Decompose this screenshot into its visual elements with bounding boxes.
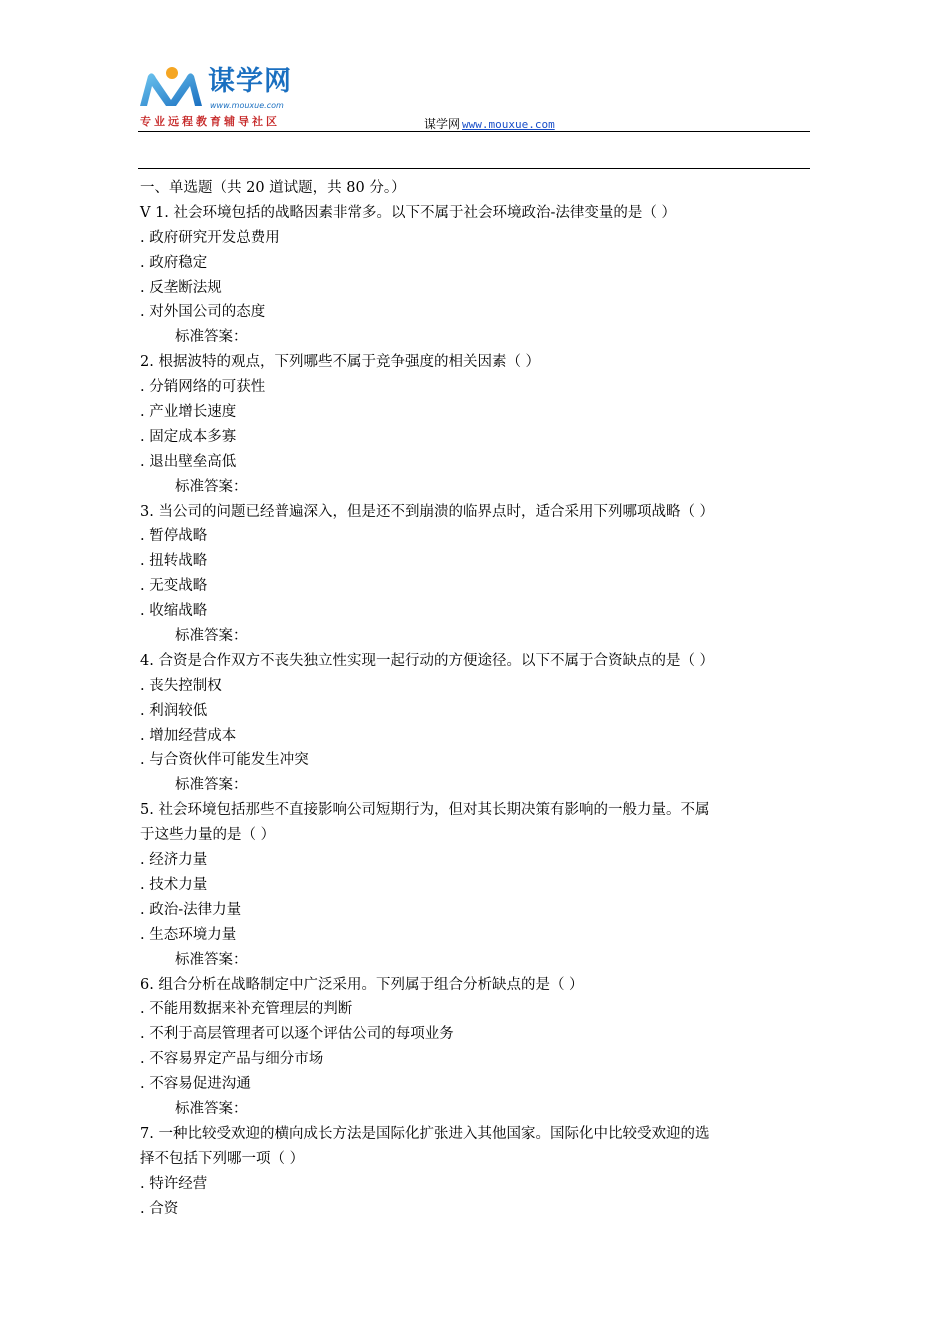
option-c[interactable]: . 反垄断法规 <box>140 279 222 296</box>
question-text: 2. 根据波特的观点，下列哪些不属于竞争强度的相关因素（ ） <box>140 354 541 371</box>
option-c[interactable]: . 增加经营成本 <box>140 727 237 744</box>
option-d[interactable]: . 收缩战略 <box>140 603 208 620</box>
question-1 <box>140 201 812 350</box>
question-text-line-2: 于这些力量的是（ ） <box>140 827 276 844</box>
header-site-name: 谋学网 <box>424 117 461 131</box>
option-a[interactable]: . 不能用数据来补充管理层的判断 <box>140 1001 353 1018</box>
option-d[interactable]: . 生态环境力量 <box>140 926 237 943</box>
question-6 <box>140 973 812 1122</box>
option-b[interactable]: . 不利于高层管理者可以逐个评估公司的每项业务 <box>140 1026 454 1043</box>
question-5 <box>140 798 812 972</box>
logo-url: www.mouxue.com <box>210 101 284 110</box>
site-logo <box>138 64 328 132</box>
option-b[interactable]: . 合资 <box>140 1200 179 1217</box>
standard-answer: 标准答案： <box>175 628 248 645</box>
header-rule <box>138 131 810 132</box>
option-d[interactable]: . 与合资伙伴可能发生冲突 <box>140 752 309 769</box>
option-c[interactable]: . 政治-法律力量 <box>140 901 242 918</box>
section-rule <box>138 168 810 169</box>
question-7 <box>140 1122 812 1222</box>
logo-m-icon <box>138 66 204 110</box>
standard-answer: 标准答案： <box>175 777 248 794</box>
option-a[interactable]: . 特许经营 <box>140 1175 208 1192</box>
question-text: 4. 合资是合作双方不丧失独立性实现一起行动的方便途径。以下不属于合资缺点的是（ ） <box>140 652 715 669</box>
option-b[interactable]: . 利润较低 <box>140 702 208 719</box>
section-title: 一、单选题（共 20 道试题，共 80 分。） <box>140 180 406 196</box>
question-text-line-1: 5. 社会环境包括那些不直接影响公司短期行为，但对其长期决策有影响的一般力量。不属 <box>140 802 710 819</box>
option-a[interactable]: . 经济力量 <box>140 852 208 869</box>
question-2 <box>140 350 812 499</box>
option-b[interactable]: . 政府稳定 <box>140 254 208 271</box>
option-a[interactable]: . 丧失控制权 <box>140 677 222 694</box>
option-c[interactable]: . 无变战略 <box>140 578 208 595</box>
option-a[interactable]: . 政府研究开发总费用 <box>140 229 280 246</box>
option-d[interactable]: . 不容易促进沟通 <box>140 1076 251 1093</box>
option-a[interactable]: . 分销网络的可获性 <box>140 379 266 396</box>
logo-name: 谋学网 <box>208 66 292 97</box>
standard-answer: 标准答案： <box>175 951 248 968</box>
option-d[interactable]: . 对外国公司的态度 <box>140 304 266 321</box>
option-b[interactable]: . 扭转战略 <box>140 553 208 570</box>
logo-slogan: 专业远程教育辅导社区 <box>140 115 280 128</box>
exam-content <box>140 176 812 1221</box>
option-d[interactable]: . 退出壁垒高低 <box>140 453 237 470</box>
standard-answer: 标准答案： <box>175 478 248 495</box>
question-3 <box>140 500 812 649</box>
option-b[interactable]: . 技术力量 <box>140 876 208 893</box>
option-b[interactable]: . 产业增长速度 <box>140 404 237 421</box>
option-c[interactable]: . 不容易界定产品与细分市场 <box>140 1051 324 1068</box>
option-a[interactable]: . 暂停战略 <box>140 528 208 545</box>
question-text: 3. 当公司的问题已经普遍深入，但是还不到崩溃的临界点时，适合采用下列哪项战略（ ） <box>140 503 715 520</box>
question-text: 6. 组合分析在战略制定中广泛采用。下列属于组合分析缺点的是（ ） <box>140 976 584 993</box>
question-text-line-2: 择不包括下列哪一项（ ） <box>140 1150 305 1167</box>
question-text: V 1. 社会环境包括的战略因素非常多。以下不属于社会环境政治-法律变量的是（ ） <box>140 204 677 221</box>
standard-answer: 标准答案： <box>175 1100 248 1117</box>
option-c[interactable]: . 固定成本多寡 <box>140 428 237 445</box>
question-text-line-1: 7. 一种比较受欢迎的横向成长方法是国际化扩张进入其他国家。国际化中比较受欢迎的选 <box>140 1125 710 1142</box>
standard-answer: 标准答案： <box>175 329 248 346</box>
question-4 <box>140 649 812 798</box>
header-site-link[interactable]: www.mouxue.com <box>462 118 555 131</box>
